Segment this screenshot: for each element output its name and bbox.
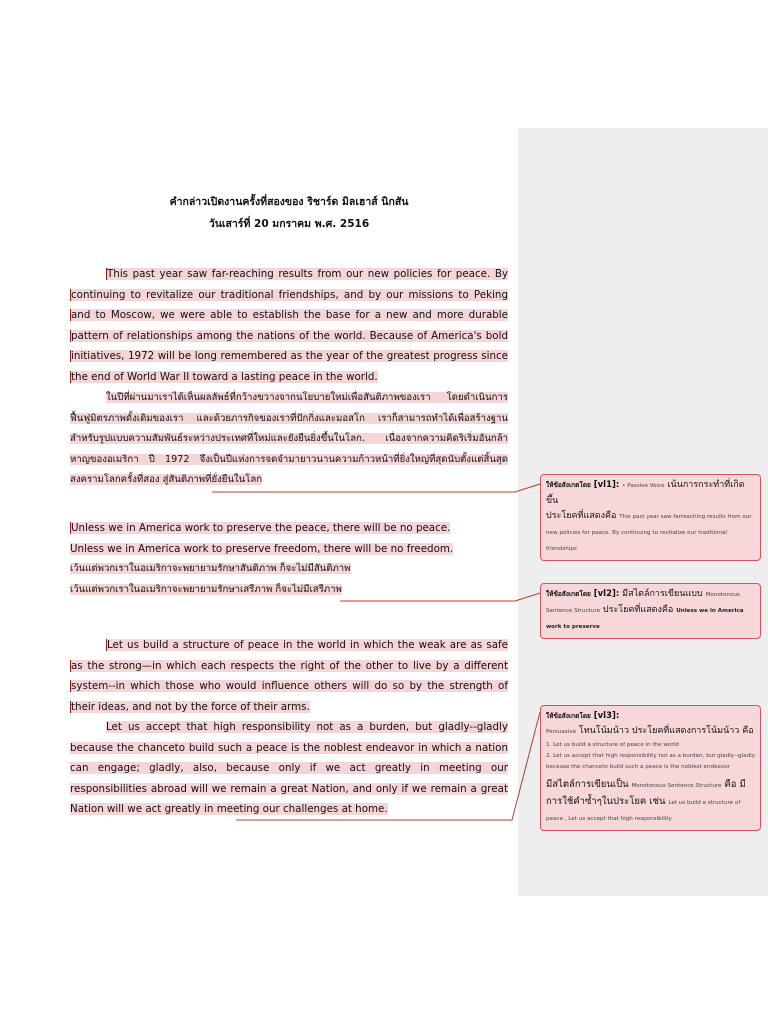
highlighted-text: This past year saw far-reaching results from our new policies for peace. By continuing to revitalize our traditional friendships, and by our missions to Peking and to Moscow, we were able to establish the base for a new and more durable pattern of relationships among the nations of the world. Because of America's bold initiatives, 1972 will be long remembered as the year of the greatest progress since the end of World War II toward a lasting peace in the world. bbox=[71, 268, 508, 383]
repeated-lines-block[interactable] bbox=[70, 518, 508, 600]
paragraph-3b[interactable] bbox=[70, 717, 508, 820]
highlighted-text: Let us build a structure of peace in the world in which the weak are as safe as the strong—in which each respects the right of the other to live by a different system--in which those who would influence others will do so by the strength of their ideas, and not by the force of their arms. bbox=[71, 639, 508, 713]
comment-term: Monotonous Sentence Structure bbox=[546, 592, 740, 614]
comment-author: ให้ข้อสังเกตโดย bbox=[546, 712, 591, 720]
comment-text: โทนโน้มน้าว ประโยคที่แสดงการโน้มน้าว คือ bbox=[578, 726, 754, 736]
highlighted-text: Let us accept that high responsibility not as a burden, but gladly--gladly because the chanceto build such a peace is the noblest endeavor in which a nation can engage; gladly, also, because only if we act greatly in meeting our responsibilities abroad will we remain a great Nation, and only if we remain a great Nation will we act greatly in meeting our challenges at home. bbox=[70, 721, 508, 816]
line-en-1: Unless we in America work to preserve the peace, there will be no peace. bbox=[71, 522, 451, 534]
paragraph-1-english[interactable] bbox=[70, 264, 508, 388]
comment-term: Passive Voice bbox=[627, 483, 665, 489]
comment-tag: [vl3]: bbox=[593, 711, 620, 721]
highlighted-text: ในปีที่ผ่านมาเราได้เห็นผลลัพธ์ที่กว้างขวางจากนโยบายใหม่เพื่อสันติภาพของเรา โดยดำเนินการฟื้นฟูมิตรภาพดั้งเดิมของเรา และด้วยภารกิจของเราที่ปักกิ่งและมอสโก เราก็สามารถทำได้เพื่อสร้างฐานสำหรับรูปแบบความสัมพันธ์ระหว่างประเทศที่ใหม่และยังยืนยิ่งขึ้นในโลก. เนื่องจากความคิดริเริ่มอันกล้าหาญของอเมริกา ปี 1972 จึงเป็นปีแห่งการจดจำมายาวนานความก้าวหน้าที่ยิ่งใหญ่ที่สุดนับตั้งแต่สิ้นสุดสงครามโลกครั้งที่สอง สู่สันติภาพที่ยั่งยืนในโลก bbox=[70, 392, 508, 486]
comment-example: This past year saw farreaching results from our new policies for peace. By continuing to revitalize our traditional friendships bbox=[546, 514, 752, 552]
comment-text: เน้นการกระทำที่เกิดขึ้น bbox=[546, 480, 745, 506]
document-date: วันเสาร์ที่ 20 มกราคม พ.ศ. 2516 bbox=[208, 218, 370, 230]
comment-term: Monotonous Sentence Structure bbox=[631, 783, 722, 789]
paragraph-3a[interactable] bbox=[70, 635, 508, 717]
line-th-2: เว้นแต่พวกเราในอเมริกาจะพยายามรักษาเสรีภาพ ก็จะไม่มีเสรีภาพ bbox=[70, 583, 342, 595]
comment-text: มีสไตล์การเขียนแบบ bbox=[622, 589, 703, 599]
comment-text: มีสไตล์การเขียนเป็น bbox=[546, 779, 629, 790]
comment-example: Unless we in America work to preserve bbox=[546, 608, 744, 630]
comment-vl2[interactable] bbox=[540, 583, 761, 639]
comment-text: ประโยคที่แสดงคือ bbox=[602, 605, 674, 615]
comment-tag: [vl2]: bbox=[593, 589, 620, 599]
comment-vl3[interactable] bbox=[540, 705, 761, 831]
comment-tag: [vl1]: bbox=[593, 480, 620, 490]
comment-author: ให้ข้อสังเกตโดย bbox=[546, 590, 591, 598]
line-en-2: Unless we in America work to preserve freedom, there will be no freedom. bbox=[70, 542, 454, 555]
comment-vl1[interactable]: ให้ข้อสังเกตโดย [vl1]: • Passive Voice เน้นการกระทำที่เกิดขึ้น ประโยคที่แสดงคือ This past year saw farreaching results from our new policies for peace. By continuing to revitalize our traditional friendships bbox=[540, 474, 761, 561]
comment-text: คือ มีการใช้คำซ้ำๆในประโยค เช่น bbox=[546, 779, 746, 807]
comment-example: Let us build a structure of peace , Let us accept that high responsibility bbox=[546, 800, 741, 822]
comment-list-item: 2. Let us accept that high responsibility not as a burden, but gladly--gladly because the chanceto build such a peace is the noblest endeavor bbox=[546, 753, 756, 770]
comment-text: ประโยคที่แสดงคือ bbox=[546, 511, 617, 521]
document-title: คำกล่าวเปิดงานครั้งที่สองของ ริชาร์ด มิลเฮาส์ นิกสัน bbox=[169, 196, 409, 208]
comment-author: ให้ข้อสังเกตโดย bbox=[546, 481, 591, 489]
line-th-1: เว้นแต่พวกเราในอเมริกาจะพยายามรักษาสันติภาพ ก็จะไม่มีสันติภาพ bbox=[70, 563, 351, 575]
comment-list-item: 1. Let us build a structure of peace in the world bbox=[546, 742, 679, 748]
paragraph-1-thai[interactable] bbox=[70, 388, 508, 491]
comment-term: Persuasive bbox=[546, 729, 577, 735]
